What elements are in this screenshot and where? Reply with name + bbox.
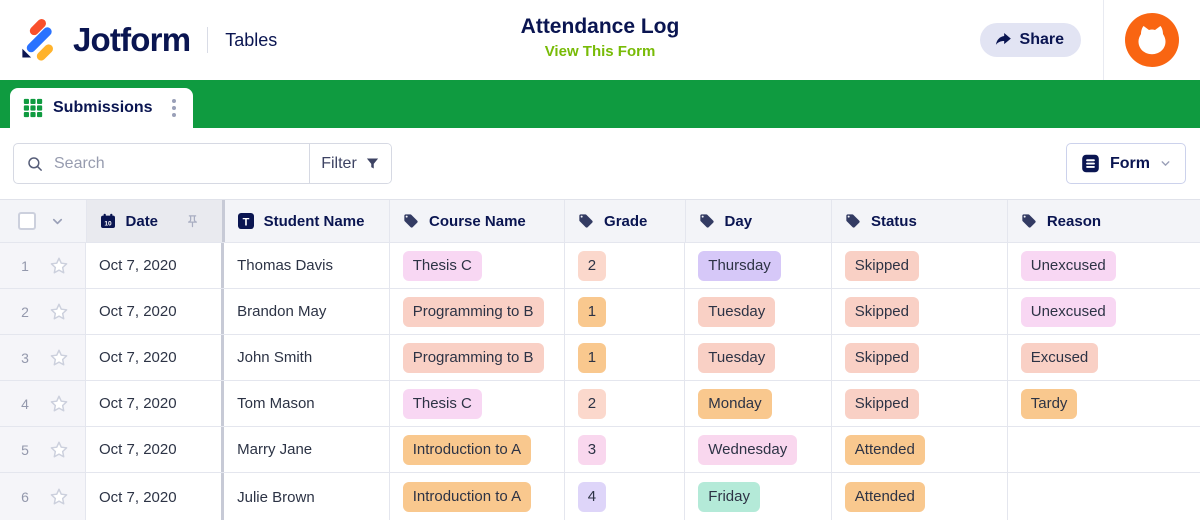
cell-date[interactable]: Oct 7, 2020 xyxy=(86,335,224,380)
table-row xyxy=(0,335,1200,381)
cell-course-name[interactable] xyxy=(390,289,565,334)
row-select-cell xyxy=(0,243,86,288)
submissions-table xyxy=(0,199,1200,520)
row-number: 1 xyxy=(21,257,29,274)
column-header-date[interactable] xyxy=(87,200,225,242)
badge: 4 xyxy=(578,482,606,512)
form-view-dropdown[interactable] xyxy=(1066,143,1186,184)
svg-text:10: 10 xyxy=(103,220,112,228)
tag-icon xyxy=(1021,213,1037,229)
row-select-cell xyxy=(0,381,86,426)
column-header-course-name[interactable] xyxy=(390,200,565,242)
tab-submissions-label: Submissions xyxy=(53,99,153,116)
column-label: Course Name xyxy=(429,212,526,230)
cell-reason[interactable] xyxy=(1008,243,1200,288)
cell-reason[interactable] xyxy=(1008,289,1200,334)
cell-date[interactable]: Oct 7, 2020 xyxy=(86,427,224,472)
tag-icon xyxy=(845,213,861,229)
badge: Unexcused xyxy=(1021,297,1116,327)
badge: Thesis C xyxy=(403,251,482,281)
column-label: Status xyxy=(870,212,917,230)
badge: Thesis C xyxy=(403,389,482,419)
star-icon[interactable] xyxy=(48,393,70,415)
svg-text:T: T xyxy=(242,216,249,229)
column-header-student-name[interactable] xyxy=(225,200,390,242)
row-number: 5 xyxy=(21,441,29,458)
column-label: Day xyxy=(724,212,753,230)
cell-reason[interactable] xyxy=(1008,381,1200,426)
search-box[interactable] xyxy=(14,144,309,183)
column-header-status[interactable] xyxy=(832,200,1008,242)
row-number: 2 xyxy=(21,303,29,320)
badge: 2 xyxy=(578,251,606,281)
view-form-link[interactable]: View This Form xyxy=(544,43,656,60)
star-icon[interactable] xyxy=(48,486,70,508)
badge: 2 xyxy=(578,389,606,419)
cell-status[interactable] xyxy=(832,381,1008,426)
cell-reason[interactable] xyxy=(1008,427,1200,472)
cell-date[interactable]: Oct 7, 2020 xyxy=(86,473,224,520)
top-header xyxy=(0,0,1200,80)
avatar-icon xyxy=(1125,13,1179,67)
cell-status[interactable] xyxy=(832,335,1008,380)
toolbar xyxy=(0,128,1200,199)
row-number: 6 xyxy=(21,489,29,505)
table-row xyxy=(0,473,1200,520)
badge: Attended xyxy=(845,435,925,465)
column-label: Student Name xyxy=(263,212,365,230)
text-icon xyxy=(238,213,254,229)
cell-student-name[interactable]: John Smith xyxy=(224,335,390,380)
cell-grade[interactable] xyxy=(565,473,686,520)
cell-course-name[interactable] xyxy=(390,335,565,380)
badge: 1 xyxy=(578,297,606,327)
tag-icon xyxy=(403,213,419,229)
chevron-down-icon[interactable] xyxy=(50,214,65,229)
cell-student-name[interactable]: Marry Jane xyxy=(224,427,390,472)
product-name: Tables xyxy=(225,29,278,50)
table-header-row xyxy=(0,200,1200,243)
share-button[interactable] xyxy=(980,23,1081,57)
cell-student-name[interactable]: Brandon May xyxy=(224,289,390,334)
row-number: 3 xyxy=(21,349,29,366)
cell-status[interactable] xyxy=(832,473,1008,520)
cell-course-name[interactable] xyxy=(390,243,565,288)
cell-course-name[interactable] xyxy=(390,381,565,426)
column-header-grade[interactable] xyxy=(565,200,685,242)
cell-day[interactable] xyxy=(685,427,832,472)
filter-button-label: Filter xyxy=(321,154,357,172)
badge: Friday xyxy=(698,482,760,512)
cell-date[interactable]: Oct 7, 2020 xyxy=(86,289,224,334)
column-header-reason[interactable] xyxy=(1008,200,1200,242)
tag-icon xyxy=(578,213,594,229)
badge: Monday xyxy=(698,389,771,419)
cell-day[interactable] xyxy=(685,289,832,334)
tab-submissions[interactable] xyxy=(10,88,193,128)
filter-funnel-icon xyxy=(365,156,380,171)
row-select-cell xyxy=(0,289,86,334)
user-avatar[interactable] xyxy=(1104,13,1200,67)
badge: Tardy xyxy=(1021,389,1078,419)
table-row xyxy=(0,427,1200,473)
tag-icon xyxy=(699,213,715,229)
row-select-cell xyxy=(0,335,86,380)
badge: Skipped xyxy=(845,389,919,419)
cell-student-name[interactable]: Thomas Davis xyxy=(224,243,390,288)
search-input[interactable] xyxy=(54,155,297,173)
cell-day[interactable] xyxy=(685,243,832,288)
column-header-day[interactable] xyxy=(686,200,832,242)
badge: 1 xyxy=(578,343,606,373)
form-icon xyxy=(1080,153,1101,174)
badge: Skipped xyxy=(845,297,919,327)
tab-menu-dots-icon[interactable] xyxy=(168,95,180,121)
row-select-cell xyxy=(0,427,86,472)
badge: Tuesday xyxy=(698,343,775,373)
star-icon[interactable] xyxy=(48,347,70,369)
cell-status[interactable] xyxy=(832,289,1008,334)
badge: Skipped xyxy=(845,343,919,373)
cell-reason[interactable] xyxy=(1008,335,1200,380)
badge: Excused xyxy=(1021,343,1099,373)
table-grid-icon xyxy=(23,98,43,118)
star-icon[interactable] xyxy=(48,439,70,461)
calendar-icon xyxy=(100,213,116,229)
row-select-cell xyxy=(0,473,86,520)
cell-date[interactable]: Oct 7, 2020 xyxy=(86,381,224,426)
cell-course-name[interactable] xyxy=(390,427,565,472)
cell-grade[interactable] xyxy=(565,381,686,426)
column-label: Grade xyxy=(604,212,648,230)
star-icon[interactable] xyxy=(48,301,70,323)
form-view-label: Form xyxy=(1110,154,1150,172)
badge: Introduction to A xyxy=(403,482,531,512)
cell-student-name[interactable]: Tom Mason xyxy=(224,381,390,426)
select-all-header xyxy=(0,200,87,242)
tab-bar xyxy=(0,80,1200,128)
table-row xyxy=(0,289,1200,335)
badge: Wednesday xyxy=(698,435,797,465)
share-arrow-icon xyxy=(993,30,1013,50)
select-all-checkbox[interactable] xyxy=(18,212,36,230)
cell-day[interactable] xyxy=(685,381,832,426)
badge: 3 xyxy=(578,435,606,465)
badge: Unexcused xyxy=(1021,251,1116,281)
search-icon xyxy=(26,155,44,173)
badge: Introduction to A xyxy=(403,435,531,465)
cell-course-name[interactable] xyxy=(390,473,565,520)
search-filter-group xyxy=(13,143,392,184)
row-number: 4 xyxy=(21,395,29,412)
header-actions xyxy=(980,0,1200,80)
cell-status[interactable] xyxy=(832,427,1008,472)
table-row xyxy=(0,243,1200,289)
table-row xyxy=(0,381,1200,427)
badge: Programming to B xyxy=(403,297,544,327)
cell-grade[interactable] xyxy=(565,427,686,472)
cell-grade[interactable] xyxy=(565,289,686,334)
cell-day[interactable] xyxy=(685,473,832,520)
filter-button[interactable] xyxy=(309,144,391,183)
badge: Attended xyxy=(845,482,925,512)
cell-student-name[interactable]: Julie Brown xyxy=(224,473,390,520)
cell-reason[interactable] xyxy=(1008,473,1200,520)
badge: Tuesday xyxy=(698,297,775,327)
cell-status[interactable] xyxy=(832,243,1008,288)
star-icon[interactable] xyxy=(48,255,70,277)
badge: Programming to B xyxy=(403,343,544,373)
badge: Skipped xyxy=(845,251,919,281)
column-label: Date xyxy=(125,212,159,230)
badge: Thursday xyxy=(698,251,781,281)
brand-name: Jotform xyxy=(73,21,191,58)
cell-day[interactable] xyxy=(685,335,832,380)
cell-date[interactable]: Oct 7, 2020 xyxy=(86,243,224,288)
cell-grade[interactable] xyxy=(565,335,686,380)
share-button-label: Share xyxy=(1019,31,1064,48)
pin-icon[interactable] xyxy=(185,214,200,229)
column-label: Reason xyxy=(1046,212,1102,230)
page-title: Attendance Log xyxy=(520,15,680,38)
cell-grade[interactable] xyxy=(565,243,686,288)
chevron-down-icon xyxy=(1159,157,1172,170)
